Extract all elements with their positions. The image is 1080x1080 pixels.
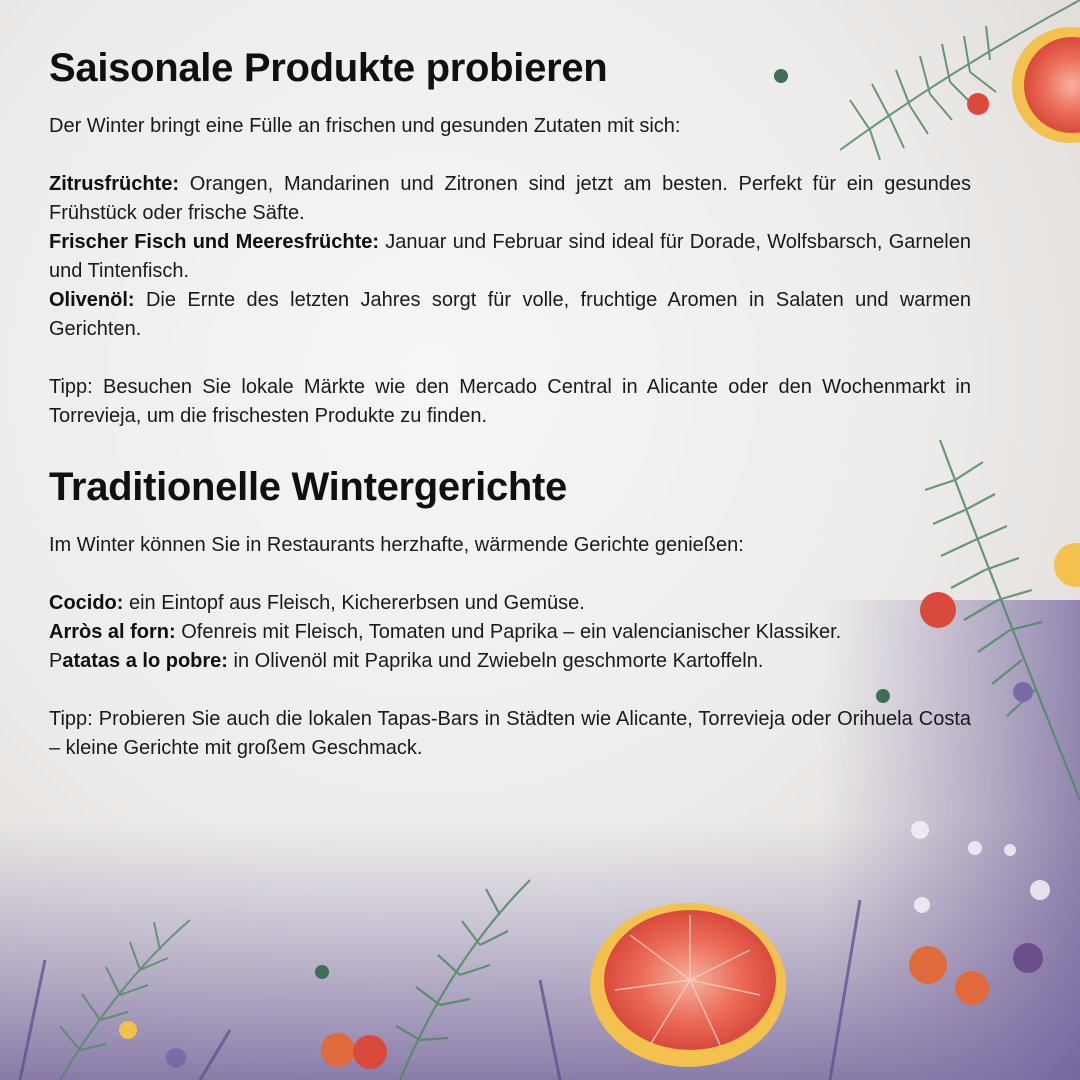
list-item: [49, 170, 971, 228]
item-term: Zitrusfrüchte:: [49, 173, 179, 195]
seasonal-tip: Tipp: Besuchen Sie lokale Märkte wie den Mercado Central in Alicante oder den Wochenmarkt in Torrevieja, um die frischesten Produkte zu finden.: [49, 376, 971, 427]
item-text: Orangen, Mandarinen und Zitronen sind jetzt am besten. Perfekt für ein gesundes Frühstück oder frische Säfte.: [49, 173, 971, 224]
list-item: [49, 589, 971, 618]
dishes-tip: Tipp: Probieren Sie auch die lokalen Tapas-Bars in Städten wie Alicante, Torrevieja oder Orihuela Costa – kleine Gerichte mit großem Geschmack.: [49, 708, 971, 759]
item-term: Olivenöl:: [49, 289, 135, 311]
item-text: Ofenreis mit Fleisch, Tomaten und Paprika – ein valencianischer Klassiker.: [175, 621, 842, 643]
list-item: [49, 618, 971, 647]
item-text: ein Eintopf aus Fleisch, Kichererbsen und Gemüse.: [123, 592, 585, 614]
content: [49, 42, 971, 763]
list-item: [49, 647, 971, 676]
bottom-grapefruit: [590, 903, 786, 1067]
list-item: [49, 228, 971, 286]
seasonal-intro: Der Winter bringt eine Fülle an frischen und gesunden Zutaten mit sich:: [49, 115, 681, 137]
item-text: Die Ernte des letzten Jahres sorgt für volle, fruchtige Aromen in Salaten und warmen Gerichten.: [49, 289, 971, 340]
section-title-seasonal: Saisonale Produkte probieren: [49, 46, 608, 90]
item-prefix: P: [49, 650, 63, 672]
section-title-dishes: Traditionelle Wintergerichte: [49, 465, 568, 509]
item-term: Frischer Fisch und Meeresfrüchte:: [49, 231, 380, 253]
item-text: Januar und Februar sind ideal für Dorade, Wolfsbarsch, Garnelen und Tintenfisch.: [49, 231, 971, 282]
dishes-intro: Im Winter können Sie in Restaurants herzhafte, wärmende Gerichte genießen:: [49, 534, 744, 556]
list-item: [49, 286, 971, 344]
item-term: atatas a lo pobre:: [62, 650, 228, 672]
item-term: Arròs al forn:: [49, 621, 176, 643]
item-text: in Olivenöl mit Paprika und Zwiebeln geschmorte Kartoffeln.: [227, 650, 764, 672]
item-term: Cocido:: [49, 592, 124, 614]
